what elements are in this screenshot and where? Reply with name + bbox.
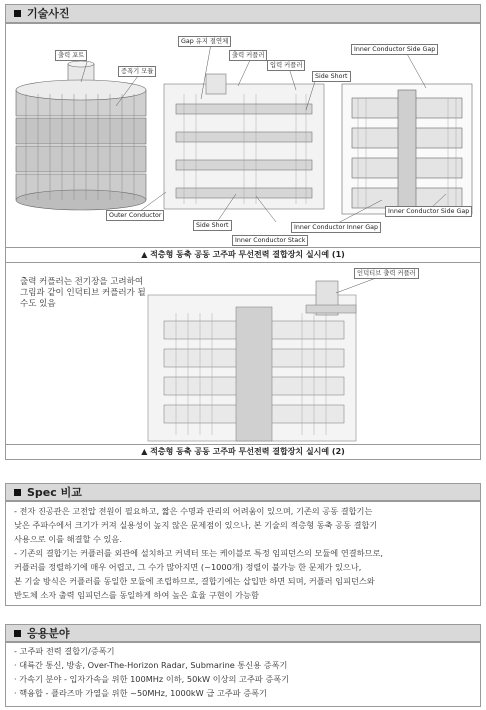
- label-amp-module: 증폭기 모듈: [118, 66, 156, 77]
- spec-line: 사용으로 이를 해결할 수 있음.: [14, 534, 122, 544]
- section-title: Spec 비교: [27, 486, 82, 499]
- label-output-coupler: 출력 커플러: [229, 50, 267, 61]
- figure2-caption: ▲ 적층형 동축 공동 고주파 무선전력 결합장치 실시예 (2): [5, 444, 481, 460]
- figure1-caption: ▲ 적층형 동축 공동 고주파 무선전력 결합장치 실시예 (1): [5, 247, 481, 263]
- app-line: · 가속기 분야 - 입자가속을 위한 100MHz 이하, 50kW 이상의 고주파 증폭기: [14, 674, 290, 684]
- label-inner-conductor-side-gap-bottom: Inner Conductor Side Gap: [385, 206, 472, 217]
- section-title: 기술사진: [27, 7, 70, 20]
- label-side-short-bottom: Side Short: [193, 220, 232, 231]
- square-bullet-icon: [14, 630, 21, 637]
- spec-line: 낮은 주파수에서 크기가 커져 실용성이 높지 않은 문제점이 있으나, 본 기술의 적층형 동축 공동 결합기: [14, 520, 378, 530]
- app-line: · 대륙간 통신, 방송, Over-The-Horizon Radar, Submarine 통신용 증폭기: [14, 660, 288, 670]
- app-line: - 고주파 전력 결합기/증폭기: [14, 646, 115, 656]
- figure2-drawing: [6, 263, 480, 443]
- square-bullet-icon: [14, 489, 21, 496]
- spec-line: 커플러를 정렬하기에 매우 어렵고, 그 수가 많아지면 (~1000개) 정렬이 불가능 한 문제가 있으나,: [14, 562, 362, 572]
- figure2-note: 출력 커플러는 전기장을 고려하여 그림과 같이 인덕티브 커플러가 될 수도 있음: [20, 277, 146, 309]
- spec-line: 본 기술 방식은 커플러를 동일한 모듈에 조립하므로, 결합기에는 삽입만 하면 되며, 커플러 임피던스와: [14, 576, 375, 586]
- label-outer-conductor: Outer Conductor: [106, 210, 164, 221]
- label-inductive-output-coupler: 인덕티브 출력 커플러: [354, 268, 419, 279]
- cutaway-view: [164, 74, 324, 209]
- section-title: 응용분야: [27, 627, 70, 640]
- label-gap-insulator: Gap 유지 절연체: [178, 36, 231, 47]
- label-inner-conductor-side-gap-top: Inner Conductor Side Gap: [351, 44, 438, 55]
- spec-line: 반도체 소자 출력 임피던스를 동일하게 하여 높은 효율 구현이 가능함: [14, 590, 259, 600]
- schematic-view: [342, 84, 472, 214]
- square-bullet-icon: [14, 10, 21, 17]
- label-side-short-top: Side Short: [312, 71, 351, 82]
- section-header-tech-photo: [5, 4, 481, 23]
- label-inner-conductor-stack: Inner Conductor Stack: [232, 235, 308, 246]
- cylinder-stack: [16, 61, 146, 210]
- label-inner-conductor-inner-gap: Inner Conductor Inner Gap: [291, 222, 381, 233]
- spec-line: - 기존의 결합기는 커플러를 외관에 설치하고 커넥터 또는 케이블로 특정 임피던스의 모듈에 연결하므로,: [14, 548, 383, 558]
- app-line: · 핵융합 - 플라즈마 가열을 위한 ~50MHz, 1000kW 급 고주파 증폭기: [14, 688, 267, 698]
- label-output-port: 출력 포트: [55, 50, 87, 61]
- spec-line: - 전자 진공관은 고전압 전원이 필요하고, 짧은 수명과 관리의 어려움이 있으며, 기존의 공동 결합기는: [14, 506, 373, 516]
- label-input-coupler: 입력 커플러: [267, 60, 305, 71]
